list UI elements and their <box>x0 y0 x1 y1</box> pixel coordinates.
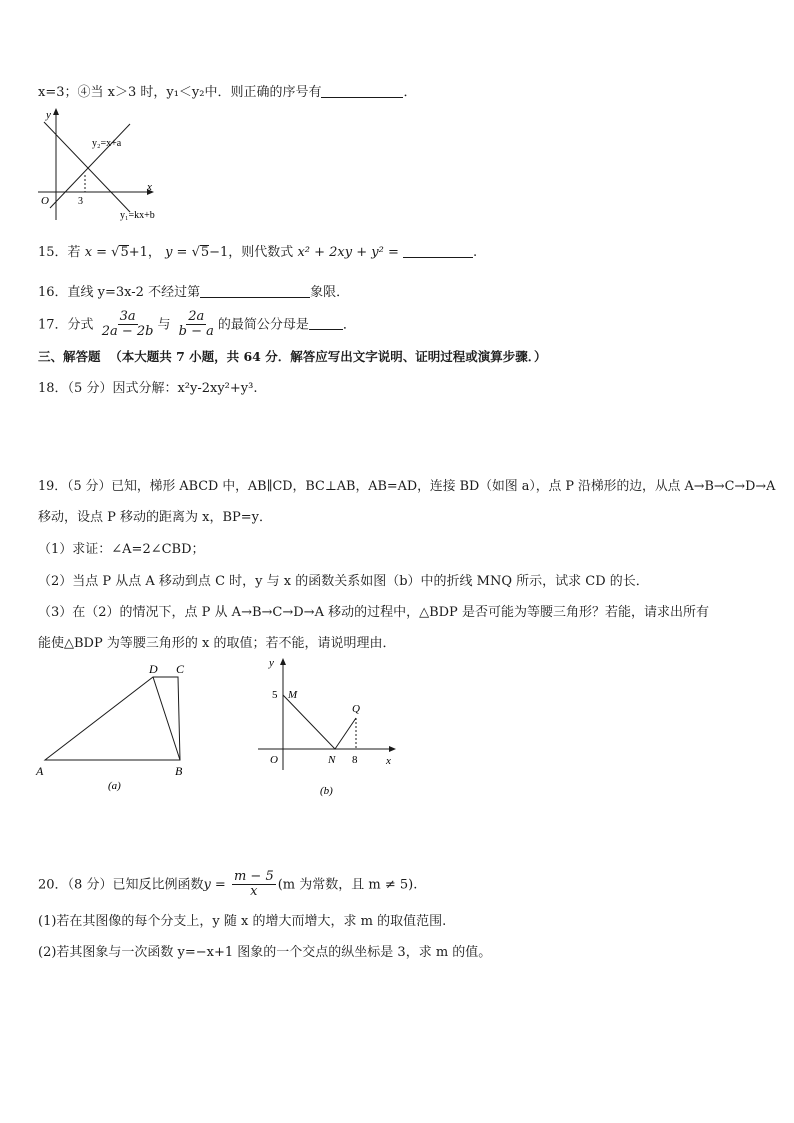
x-label: x <box>386 755 391 767</box>
fraction-2: $\frac{2a}{b - a}$ <box>178 309 214 340</box>
q16: 16．直线 y=3x-2 不经过第 象限． <box>38 285 350 300</box>
x-label: x <box>147 181 152 193</box>
line2-label: y₂=x+a <box>92 138 122 149</box>
q14-graph <box>30 104 180 224</box>
q14-text: x=3；④当 x＞3 时，y₁＜y₂中．则正确的序号有 ． <box>38 85 417 100</box>
q20-part1: (1)若在其图像的每个分支上，y 随 x 的增大而增大，求 m 的取值范围. <box>38 914 447 929</box>
answer-blank <box>200 284 310 298</box>
caption-a: (a) <box>108 780 121 792</box>
trapezoid-ABCD <box>45 677 180 760</box>
section-3-heading: 三、解答题 （本大题共 7 小题，共 64 分．解答应写出文字说明、证明过程或演算步骤．） <box>38 349 547 364</box>
line-y2 <box>50 124 130 208</box>
q19-part1: （1）求证：∠A=2∠CBD； <box>38 542 205 557</box>
label-A: A <box>36 764 44 778</box>
q19-part3b: 能使△BDP 为等腰三角形的 x 的取值；若不能，请说明理由． <box>38 636 396 651</box>
y-label: y <box>269 657 274 669</box>
origin-label: O <box>41 195 49 207</box>
fraction-1: $\frac{3a}{2a - 2b}$ <box>101 309 154 340</box>
diagonal-BD <box>153 677 180 760</box>
q19-line1: 19．（5 分）已知，梯形 ABCD 中，AB∥CD，BC⊥AB，AB=AD，连接 BD（如图 a），点 P 沿梯形的边，从点 A→B→C→D→A <box>38 479 776 494</box>
y-axis-arrow <box>280 658 286 665</box>
fraction-q20: $\frac{m - 5}{x}$ <box>233 869 274 900</box>
polyline-MNQ <box>283 695 356 749</box>
tick-3: 3 <box>78 196 83 207</box>
figure-a-trapezoid <box>30 655 210 795</box>
caption-b: (b) <box>320 785 333 797</box>
label-B: B <box>175 764 183 778</box>
y-label: y <box>46 109 51 121</box>
q19-line2: 移动，设点 P 移动的距离为 x，BP=y． <box>38 510 273 525</box>
q17: 17．分式 $\frac{3a}{2a - 2b}$ 与 $\frac{2a}{b - a}$ 的最简公分母是 ． <box>38 309 356 340</box>
q18: 18．（5 分）因式分解：x²y-2xy²+y³. <box>38 381 258 396</box>
x-axis-arrow <box>389 746 396 752</box>
label-D: D <box>149 662 158 676</box>
answer-blank <box>309 316 343 330</box>
line-y1 <box>44 122 130 212</box>
q20-stem: 20．（8 分）已知反比例函数y = $\frac{m - 5}{x}$ (m 为常数，且 m ≠ 5). <box>38 869 418 900</box>
tick-8: 8 <box>352 754 358 766</box>
q20-part2: (2)若其图象与一次函数 y=−x+1 图象的一个交点的纵坐标是 3，求 m 的值。 <box>38 945 492 960</box>
answer-blank <box>403 244 473 258</box>
answer-blank <box>321 84 403 98</box>
line1-label: y₁=kx+b <box>120 210 155 221</box>
label-Q: Q <box>352 703 360 715</box>
y-axis-arrow <box>53 108 59 115</box>
q19-part3a: （3）在（2）的情况下，点 P 从 A→B→C→D→A 移动的过程中，△BDP 是否可能为等腰三角形？若能，请求出所有 <box>38 605 709 620</box>
label-C: C <box>176 662 185 676</box>
label-M: M <box>288 689 298 701</box>
q15: 15．若 x = √5+1， y = √5−1，则代数式 x² + 2xy + y² = . <box>38 245 478 260</box>
figure-b-graph <box>250 652 410 802</box>
origin-label: O <box>270 754 278 766</box>
tick-5: 5 <box>272 689 278 701</box>
q19-part2: （2）当点 P 从点 A 移动到点 C 时，y 与 x 的函数关系如图（b）中的折线 MNQ 所示，试求 CD 的长． <box>38 574 649 589</box>
label-N: N <box>328 754 336 766</box>
